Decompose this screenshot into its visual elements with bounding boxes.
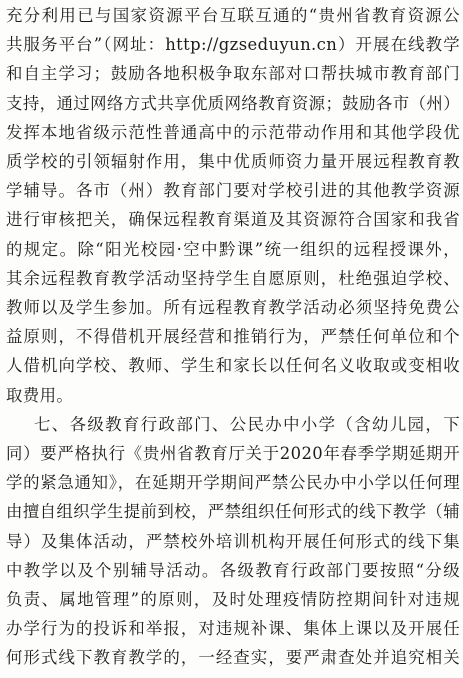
paragraph-heading-line: 七、各级教育行政部门、公民办中小学（含幼儿园，下 [34,414,460,434]
text-line: 中教学以及个别辅导活动。各级教育行政部门要按照“分级 [6,560,460,580]
text-line: 同）要严格执行《贵州省教育厅关于2020年春季学期延期开 [6,444,460,463]
text-line: 益原则，不得借机开展经营和推销行为，严禁任何单位和个 [6,327,460,347]
text-line: 质学校的引领辐射作用，集中优质师资力量开展远程教育教 [6,152,460,171]
text-line: 由擅自组织学生提前到校，严禁组织任何形式的线下教学（辅 [6,502,460,522]
text-line: 充分利用已与国家资源平台互联互通的“贵州省教育资源公 [6,6,460,25]
text-line: 支持，通过网络方式共享优质网络教育资源；鼓励各市（州） [6,93,460,113]
text-line: 进行审核把关，确保远程教育渠道及其资源符合国家和我省 [6,210,460,230]
text-line: 导）及集体活动，严禁校外培训机构开展任何形式的线下集 [6,531,460,551]
text-line: 学辅导。各市（州）教育部门要对学校引进的其他教学资源 [6,181,460,201]
text-line: 负责、属地管理”的原则，及时处理疫情防控期间针对违规 [6,590,460,609]
text-line: 办学行为的投诉和举报，对违规补课、集体上课以及开展任 [6,619,460,639]
text-line: 人借机向学校、教师、学生和家长以任何名义收取或变相收 [6,356,460,376]
text-line: 共服务平台”（网址：http://gzseduyun.cn）开展在线教学 [6,35,460,55]
text-line: 何形式线下教育教学的，一经查实，要严肃查处并追究相关 [6,648,460,668]
text-line: 学的紧急通知》，在延期开学期间严禁公民办中小学以任何理 [6,473,460,493]
text-line: 和自主学习；鼓励各地积极争取东部对口帮扶城市教育部门 [6,64,460,84]
text-line: 教师以及学生参加。所有远程教育教学活动必须坚持免费公 [6,298,460,317]
text-line: 发挥本地省级示范性普通高中的示范带动作用和其他学段优 [6,122,460,142]
text-line: 其余远程教育教学活动坚持学生自愿原则，杜绝强迫学校、 [6,268,460,288]
text-line: 的规定。除“阳光校园·空中黔课”统一组织的远程授课外， [6,239,460,259]
text-line: 取费用。 [6,385,74,405]
